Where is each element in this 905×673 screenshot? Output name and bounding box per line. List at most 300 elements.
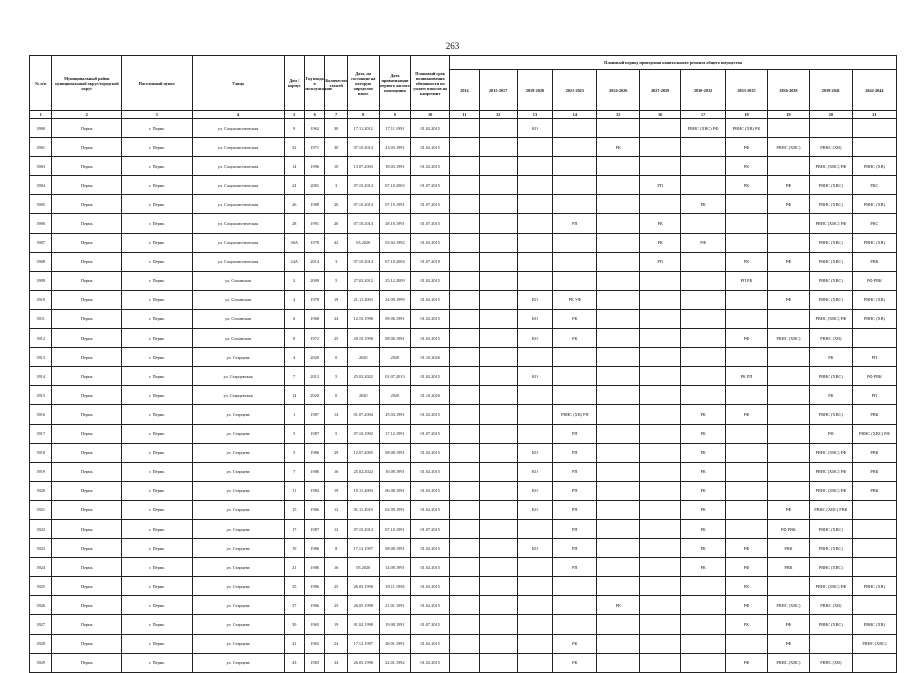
cell-period-work (450, 443, 480, 462)
cell-period-work (450, 138, 480, 157)
cell-period-work (726, 462, 768, 481)
cell-street: ул. Старцева (192, 634, 284, 653)
cell-period-work: РК (809, 386, 852, 405)
cell-period-work: РВК (852, 252, 896, 271)
cell-year: 2009 (304, 271, 324, 290)
cell-date-first-privatization: 25.12.2009 (379, 271, 411, 290)
cell-year: 1986 (304, 577, 324, 596)
cell-period-work: РВНС (ХВС) РФ (852, 424, 896, 443)
cell-street: ул. Старцева (192, 424, 284, 443)
table-row (30, 367, 897, 386)
cell-period-work: РП (553, 424, 597, 443)
cell-date-assignment: 07.10.2014 (347, 519, 379, 538)
cell-district: Пермь (52, 176, 122, 195)
row-number: 3923 (30, 539, 52, 558)
cell-period-work (479, 653, 517, 672)
cell-date-assignment: 05.2020 (347, 558, 379, 577)
cell-period-work (479, 348, 517, 367)
cell-period-work: РВНС (ХВС) РФ (809, 157, 852, 176)
cell-period-work (852, 558, 896, 577)
cell-district: Пермь (52, 367, 122, 386)
cell-period-work (479, 119, 517, 138)
cell-date-deadline: 01.07.2015 (411, 214, 450, 233)
cell-period-work (640, 596, 681, 615)
cell-year: 1986 (304, 443, 324, 462)
cell-period-work: РП (553, 214, 597, 233)
cell-district: Пермь (52, 653, 122, 672)
cell-date-assignment: 07.10.2014 (347, 252, 379, 271)
cell-date-deadline: 01.02.2015 (411, 309, 450, 328)
cell-period-work: РВНС (ХВ) (852, 290, 896, 309)
cell-period-work (450, 386, 480, 405)
cell-period-work: РК (553, 329, 597, 348)
cell-period-work (726, 233, 768, 252)
cell-period-work (553, 176, 597, 195)
cell-date-first-privatization: 07.10.2003 (379, 176, 411, 195)
table-row (30, 596, 897, 615)
cell-period-work (479, 405, 517, 424)
cell-date-assignment: 25.02.2022 (347, 462, 379, 481)
cell-floors: 24 (325, 634, 347, 653)
cell-period-work (597, 290, 640, 309)
cell-period-work (553, 252, 597, 271)
cell-period-work: РП (553, 539, 597, 558)
cell-year: 1987 (304, 424, 324, 443)
cell-period-work (767, 424, 809, 443)
cell-period-work (450, 577, 480, 596)
cell-street: ул. Старцева (192, 596, 284, 615)
cell-period-work: РВК (852, 462, 896, 481)
cell-floors: 30 (325, 138, 347, 157)
cell-period-work (767, 577, 809, 596)
cell-period-work (640, 424, 681, 443)
cell-period-work (517, 405, 553, 424)
cell-period-work (450, 424, 480, 443)
header-floors: Количество этажей (325, 56, 347, 111)
cell-period-work: РВНС (ХВС) (809, 615, 852, 634)
cell-year: 1978 (304, 233, 324, 252)
cell-period-work (597, 634, 640, 653)
cell-date-deadline: 01.02.2015 (411, 539, 450, 558)
cell-period-work: РВНС (ХВС) (809, 539, 852, 558)
table-row (30, 519, 897, 538)
cell-street: ул. Социалистическая (192, 157, 284, 176)
row-number: 3910 (30, 290, 52, 309)
cell-period-work (450, 367, 480, 386)
column-number: 16 (640, 111, 681, 119)
cell-settlement: г. Пермь (122, 176, 193, 195)
cell-period-work (726, 443, 768, 462)
cell-house: 19 (284, 539, 304, 558)
cell-district: Пермь (52, 348, 122, 367)
cell-period-work: РФ (767, 500, 809, 519)
cell-house: 5 (284, 424, 304, 443)
cell-period-work (767, 119, 809, 138)
cell-period-work (681, 309, 726, 328)
cell-floors: 14 (325, 405, 347, 424)
cell-date-first-privatization: 03.02.1992 (379, 233, 411, 252)
cell-settlement: г. Пермь (122, 539, 193, 558)
cell-period-work (553, 615, 597, 634)
cell-period-work: РП (553, 443, 597, 462)
cell-date-assignment: 01.11.2019 (347, 500, 379, 519)
cell-period-work: РВНС (ХВС) (809, 233, 852, 252)
cell-settlement: г. Пермь (122, 367, 193, 386)
cell-street: ул. Старцева (192, 405, 284, 424)
cell-house: 11 (284, 481, 304, 500)
table-row (30, 329, 897, 348)
cell-period-work: РП (553, 481, 597, 500)
row-number: 3904 (30, 176, 52, 195)
cell-period-work: РП (553, 558, 597, 577)
cell-period-work: РФ (767, 615, 809, 634)
cell-period-work: РК (809, 348, 852, 367)
cell-period-work (479, 367, 517, 386)
cell-period-work (517, 424, 553, 443)
cell-period-work (767, 271, 809, 290)
cell-period-work: РК (681, 500, 726, 519)
cell-period-work (640, 653, 681, 672)
cell-settlement: г. Пермь (122, 309, 193, 328)
cell-period-work: КО (517, 462, 553, 481)
table-row (30, 405, 897, 424)
cell-settlement: г. Пермь (122, 596, 193, 615)
cell-period-work: РВНС (ХВ) (809, 596, 852, 615)
cell-floors: 3 (325, 252, 347, 271)
cell-period-work (479, 519, 517, 538)
cell-date-assignment: 12.10.1998 (347, 309, 379, 328)
cell-period-work (640, 367, 681, 386)
cell-period-work (640, 119, 681, 138)
cell-house: 39 (284, 615, 304, 634)
cell-floors: 3 (325, 176, 347, 195)
cell-house: 26 (284, 195, 304, 214)
cell-period-work: РВНС (ХВС) РФ (809, 443, 852, 462)
cell-floors: 25 (325, 596, 347, 615)
cell-period-work (640, 539, 681, 558)
cell-period-work: РП (852, 386, 896, 405)
cell-period-work (681, 157, 726, 176)
header-house: Дом / корпус (284, 56, 304, 111)
cell-period-work (726, 519, 768, 538)
cell-period-work (597, 157, 640, 176)
cell-period-work (681, 386, 726, 405)
column-number: 19 (767, 111, 809, 119)
row-number: 3928 (30, 634, 52, 653)
cell-house: 4 (284, 290, 304, 309)
cell-year: 1965 (304, 653, 324, 672)
cell-date-deadline: 01.07.2019 (411, 252, 450, 271)
cell-period-work (479, 157, 517, 176)
cell-period-work: РВНС (ХВС) (809, 252, 852, 271)
cell-period-work (479, 500, 517, 519)
cell-year: 1988 (304, 195, 324, 214)
cell-period-work (726, 290, 768, 309)
cell-settlement: г. Пермь (122, 481, 193, 500)
cell-period-work: РВНС (ХВ) (852, 157, 896, 176)
cell-district: Пермь (52, 271, 122, 290)
cell-period-work (640, 309, 681, 328)
cell-settlement: г. Пермь (122, 195, 193, 214)
cell-period-work (597, 539, 640, 558)
cell-period-work (553, 119, 597, 138)
cell-district: Пермь (52, 500, 122, 519)
row-number: 3909 (30, 271, 52, 290)
cell-district: Пермь (52, 195, 122, 214)
cell-year: 2014 (304, 252, 324, 271)
cell-date-first-privatization: 28.10.1991 (379, 214, 411, 233)
cell-date-first-privatization: 08.08.1991 (379, 443, 411, 462)
cell-period-work: РП (640, 252, 681, 271)
cell-settlement: г. Пермь (122, 214, 193, 233)
cell-date-first-privatization: 08.06.1991 (379, 329, 411, 348)
cell-period-work (479, 443, 517, 462)
cell-street: ул. Старцевская (192, 386, 284, 405)
row-number: 3901 (30, 138, 52, 157)
cell-date-first-privatization: 14.08.1991 (379, 558, 411, 577)
cell-date-deadline: 01.07.2015 (411, 424, 450, 443)
cell-period-work (450, 252, 480, 271)
cell-date-assignment: 07.10.2014 (347, 138, 379, 157)
cell-period-work (450, 539, 480, 558)
cell-floors: 42 (325, 233, 347, 252)
cell-year: 1991 (304, 214, 324, 233)
cell-period-work: РФ (726, 596, 768, 615)
cell-period-work: РВНС (ХВС) РФ (809, 577, 852, 596)
cell-period-work: РК (681, 424, 726, 443)
table-row (30, 634, 897, 653)
cell-date-first-privatization: 21.01.1991 (379, 596, 411, 615)
cell-period-work: РФ (726, 653, 768, 672)
cell-period-work (640, 500, 681, 519)
cell-district: Пермь (52, 424, 122, 443)
cell-period-work: РВНС (ХВС) РФ (809, 309, 852, 328)
cell-house: 9 (284, 119, 304, 138)
cell-house: 41 (284, 634, 304, 653)
cell-date-deadline: 01.02.2015 (411, 653, 450, 672)
cell-period-work (479, 481, 517, 500)
cell-year: 2020 (304, 348, 324, 367)
cell-period-work (640, 405, 681, 424)
cell-period-work: РК (681, 539, 726, 558)
column-number: 11 (450, 111, 480, 119)
column-number: 13 (517, 111, 553, 119)
cell-floors: 8 (325, 539, 347, 558)
header-period: 2021-2023 (553, 70, 597, 111)
cell-settlement: г. Пермь (122, 138, 193, 157)
cell-district: Пермь (52, 634, 122, 653)
row-number: 3903 (30, 157, 52, 176)
cell-settlement: г. Пермь (122, 500, 193, 519)
cell-year: 2001 (304, 176, 324, 195)
cell-period-work (640, 443, 681, 462)
row-number: 3919 (30, 462, 52, 481)
cell-period-work (640, 481, 681, 500)
cell-period-work: РФ (681, 233, 726, 252)
cell-period-work (681, 634, 726, 653)
cell-floors: 30 (325, 119, 347, 138)
table-row (30, 424, 897, 443)
cell-period-work: РВНС (ХВС) РВК (809, 500, 852, 519)
cell-period-work (767, 348, 809, 367)
cell-period-work (681, 596, 726, 615)
cell-year: 2013 (304, 367, 324, 386)
cell-date-first-privatization: 18.03.1991 (379, 157, 411, 176)
cell-period-work (726, 348, 768, 367)
cell-period-work (479, 558, 517, 577)
cell-period-work: РВНС (ХВ) РП (553, 405, 597, 424)
cell-district: Пермь (52, 252, 122, 271)
cell-settlement: г. Пермь (122, 405, 193, 424)
header-period: 2036-2038 (767, 70, 809, 111)
cell-period-work (517, 519, 553, 538)
cell-street: ул. Социалистическая (192, 252, 284, 271)
cell-settlement: г. Пермь (122, 519, 193, 538)
cell-date-deadline: 01.02.2015 (411, 119, 450, 138)
table-row (30, 500, 897, 519)
header-district: Муниципальный район муниципальный округ/городской округ (52, 56, 122, 111)
header-period: 2024-2026 (597, 70, 640, 111)
cell-period-work: РФ (726, 558, 768, 577)
row-number: 3917 (30, 424, 52, 443)
cell-period-work: КО (517, 481, 553, 500)
cell-period-work: РВНС (ХВС) (767, 138, 809, 157)
cell-period-work (726, 309, 768, 328)
cell-period-work (852, 519, 896, 538)
cell-district: Пермь (52, 214, 122, 233)
cell-period-work (597, 500, 640, 519)
cell-period-work: РК РП (726, 367, 768, 386)
cell-period-work (517, 615, 553, 634)
cell-date-deadline: 01.02.2015 (411, 481, 450, 500)
cell-floors: 5 (325, 424, 347, 443)
cell-period-work (767, 157, 809, 176)
cell-period-work (852, 138, 896, 157)
header-street: Улица (192, 56, 284, 111)
cell-period-work (681, 252, 726, 271)
cell-settlement: г. Пермь (122, 462, 193, 481)
cell-year: 1986 (304, 500, 324, 519)
cell-period-work (553, 386, 597, 405)
cell-settlement: г. Пермь (122, 290, 193, 309)
table-row (30, 481, 897, 500)
column-number: 14 (553, 111, 597, 119)
cell-period-work: РКС (852, 176, 896, 195)
cell-period-work (517, 348, 553, 367)
cell-period-work (450, 519, 480, 538)
cell-street: ул. Старцева (192, 519, 284, 538)
cell-period-work (450, 481, 480, 500)
cell-date-deadline: 01.02.2015 (411, 596, 450, 615)
cell-period-work: РК (597, 138, 640, 157)
header-date-assignment: Дата, на состояние на которую определен износ (347, 56, 379, 111)
cell-period-work: РВНС (ХВС) РФ (809, 462, 852, 481)
cell-district: Пермь (52, 558, 122, 577)
column-number: 12 (479, 111, 517, 119)
cell-period-work: РВК (767, 558, 809, 577)
cell-period-work (640, 519, 681, 538)
cell-street: ул. Старцева (192, 500, 284, 519)
cell-year: 1966 (304, 596, 324, 615)
cell-period-work: РФ (809, 424, 852, 443)
cell-period-work: РК (681, 462, 726, 481)
cell-date-first-privatization: 17.11.1991 (379, 119, 411, 138)
cell-date-first-privatization: 09.06.1991 (379, 309, 411, 328)
cell-floors: 12 (325, 500, 347, 519)
cell-date-assignment: 17.11.2012 (347, 119, 379, 138)
cell-street: ул. Сочинская (192, 271, 284, 290)
cell-floors: 20 (325, 214, 347, 233)
row-number: 3913 (30, 348, 52, 367)
column-number: 6 (304, 111, 324, 119)
cell-floors: 29 (325, 443, 347, 462)
cell-period-work (640, 558, 681, 577)
cell-house: 14 (284, 157, 304, 176)
cell-period-work: КО (517, 367, 553, 386)
header-period: 2015-2017 (479, 70, 517, 111)
cell-settlement: г. Пермь (122, 252, 193, 271)
cell-period-work (852, 539, 896, 558)
cell-period-work: РК (553, 309, 597, 328)
table-row (30, 462, 897, 481)
cell-year: 1965 (304, 634, 324, 653)
cell-period-work (681, 176, 726, 195)
cell-date-first-privatization: 23.03.1991 (379, 138, 411, 157)
cell-period-work: РВНС (ХВ) (852, 195, 896, 214)
cell-period-work: РП (640, 176, 681, 195)
cell-period-work (597, 348, 640, 367)
cell-date-deadline: 01.02.2015 (411, 443, 450, 462)
cell-period-work (640, 329, 681, 348)
cell-year: 1968 (304, 309, 324, 328)
cell-period-work: РВНС (ХВ) (809, 138, 852, 157)
cell-period-work: РФ (767, 290, 809, 309)
cell-period-work (517, 558, 553, 577)
cell-period-work (450, 405, 480, 424)
cell-period-work (767, 309, 809, 328)
cell-street: ул. Старцевская (192, 367, 284, 386)
cell-period-work (597, 462, 640, 481)
cell-period-work (640, 157, 681, 176)
cell-period-work: РК (681, 405, 726, 424)
cell-date-deadline: 01.02.2015 (411, 138, 450, 157)
cell-period-work: РВНС (ХВС) РФ (681, 119, 726, 138)
cell-period-work (852, 329, 896, 348)
cell-period-work (681, 348, 726, 367)
cell-date-first-privatization: 24.09.1999 (379, 290, 411, 309)
header-date-deadline: Плановый срок возникновения обязанности по уплате взносов на капремонт (411, 56, 450, 111)
cell-period-work: РВНС (ХВС) (852, 634, 896, 653)
cell-house: 15 (284, 500, 304, 519)
cell-year: 1962 (304, 119, 324, 138)
capital-repair-table (29, 55, 897, 673)
cell-date-assignment: 21.11.2003 (347, 290, 379, 309)
cell-date-first-privatization: 19.08.1991 (379, 615, 411, 634)
cell-date-assignment: 26.05.1998 (347, 577, 379, 596)
cell-period-work (767, 367, 809, 386)
cell-floors: 19 (325, 615, 347, 634)
row-number: 3908 (30, 252, 52, 271)
cell-street: ул. Сочинская (192, 290, 284, 309)
cell-floors: 25 (325, 329, 347, 348)
cell-settlement: г. Пермь (122, 634, 193, 653)
cell-house: 17 (284, 519, 304, 538)
cell-period-work (517, 596, 553, 615)
cell-date-deadline: 01.07.2015 (411, 519, 450, 538)
cell-period-work: РВНС (ХВС) (809, 195, 852, 214)
column-number: 2 (52, 111, 122, 119)
cell-floors: 12 (325, 519, 347, 538)
